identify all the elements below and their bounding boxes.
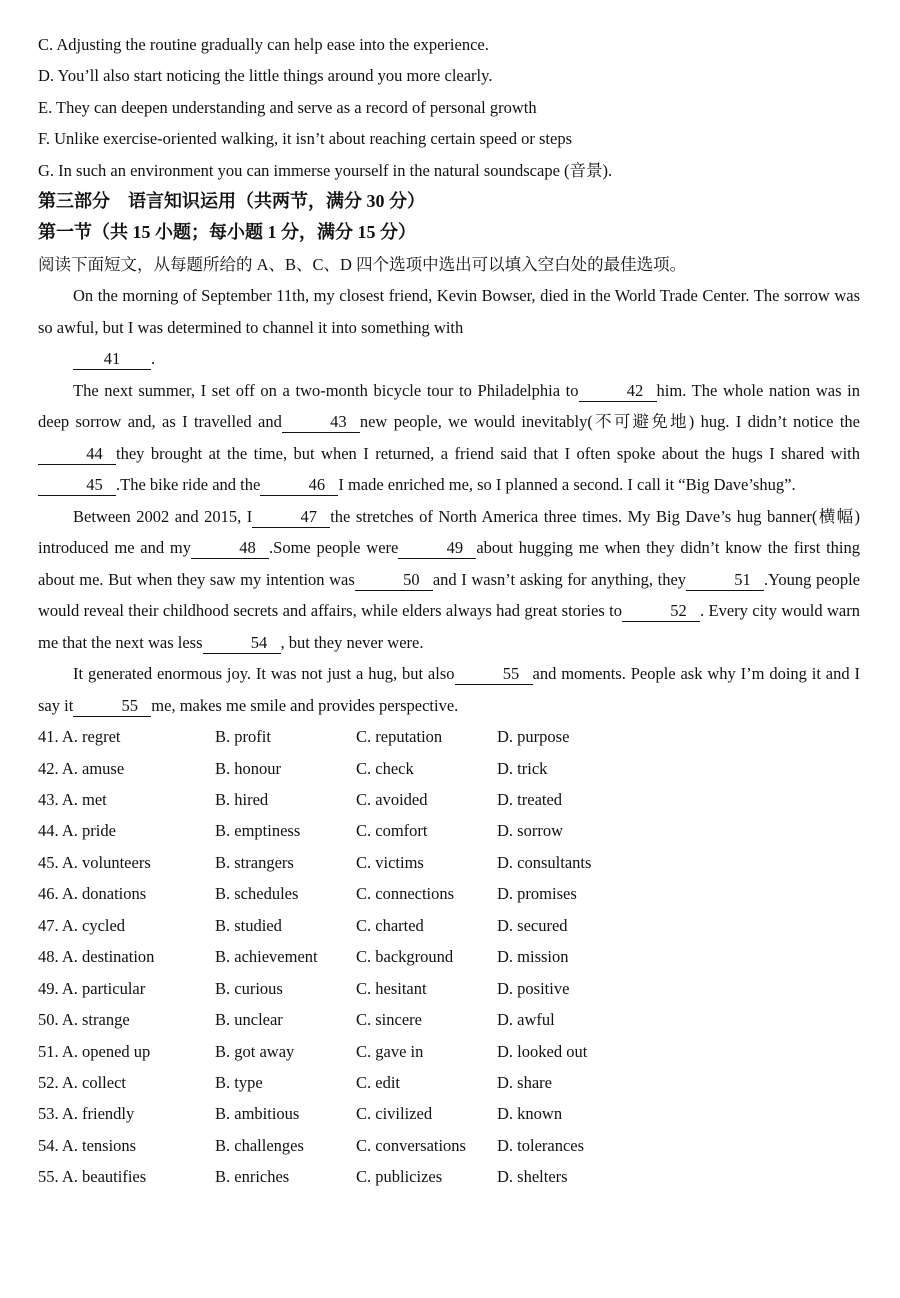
option-b: B. strangers [215, 852, 294, 872]
question-row [38, 941, 860, 972]
question-row [38, 1130, 860, 1161]
option-a: 46. A. donations [38, 884, 147, 904]
option-c: C. conversations [356, 1135, 466, 1155]
option-c: C. Adjusting the routine gradually can help ease into the experience. [38, 35, 489, 54]
paragraph-text: On the morning of September 11th, my closest friend, Kevin Bowser, died in the World Trade Center. The sorrow was so awful, but I was determined to channel it into something with [38, 286, 860, 337]
blank-46: 46 [260, 475, 338, 496]
paragraph-text: Between 2002 and 2015, I [73, 506, 253, 526]
option-a: 54. A. tensions [38, 1135, 137, 1155]
option-a: 42. A. amuse [38, 758, 125, 778]
option-d: D. shelters [497, 1167, 568, 1187]
blank-43: 43 [282, 412, 360, 433]
option-b: B. studied [215, 915, 282, 935]
paragraph-text: It generated enormous joy. It was not just a hug, but also [73, 664, 455, 684]
option-d: D. consultants [497, 852, 592, 872]
question-row [38, 1004, 860, 1035]
option-a: 45. A. volunteers [38, 852, 151, 872]
blank-48: 48 [191, 538, 269, 559]
option-b: B. challenges [215, 1135, 304, 1155]
blank-51: 51 [686, 570, 764, 591]
paragraph-text: .Young people would reveal their childhood secrets and affairs, while elders always had great stories to [38, 569, 861, 621]
answer-choices [38, 721, 860, 1193]
paragraph-text: , but they never were. [280, 632, 424, 652]
blank-55: 55 [455, 664, 533, 685]
blank-52: 52 [622, 601, 700, 622]
blank-54: 54 [203, 633, 281, 654]
option-c: C. check [356, 758, 414, 778]
option-e: E. They can deepen understanding and serve as a record of personal growth [38, 97, 537, 117]
question-row [38, 815, 860, 846]
paragraph-text: .The bike ride and the [116, 475, 261, 495]
option-b: B. profit [215, 727, 271, 747]
option-c: C. connections [356, 884, 455, 904]
option-c: C. comfort [356, 821, 428, 841]
blank-42: 42 [579, 381, 657, 402]
question-row [38, 1098, 860, 1129]
option-d: D. trick [497, 758, 548, 778]
option-b: B. enriches [215, 1167, 290, 1187]
option-b: B. curious [215, 978, 283, 998]
option-a: 49. A. particular [38, 978, 146, 998]
question-row [38, 753, 860, 784]
blank-44: 44 [38, 444, 116, 465]
option-a: 44. A. pride [38, 821, 116, 841]
passage-paragraph-2 [38, 375, 860, 501]
blank-55-second: 55 [73, 696, 151, 717]
blank-41-line [73, 343, 860, 375]
question-row [38, 847, 860, 878]
option-c: C. hesitant [356, 978, 427, 998]
passage [38, 280, 860, 721]
option-d: D. treated [497, 790, 563, 809]
paragraph-text: .Some people were [269, 538, 399, 558]
section-heading: 第一节（共 15 小题；每小题 1 分，满分 15 分） [38, 222, 416, 243]
paragraph-text: and I wasn’t asking for anything, they [432, 569, 687, 589]
option-d: D. purpose [497, 727, 570, 747]
option-b: B. emptiness [215, 821, 301, 841]
option-a: 41. A. regret [38, 727, 121, 747]
paragraph-text: they brought at the time, but when I returned, a friend said that I often spoke about the hugs I shared with [116, 443, 860, 463]
seven-choice-options [38, 29, 860, 186]
option-c: C. avoided [356, 790, 428, 809]
passage-paragraph-1 [38, 280, 860, 343]
option-d: D. promises [497, 884, 577, 904]
option-c: C. background [356, 947, 454, 967]
instruction: 阅读下面短文，从每题所给的 A、B、C、D 四个选项中选出可以填入空白处的最佳选项。 [38, 254, 687, 274]
paragraph-text: about hugging me when they didn’t know the first thing about me. But when they saw my intention was [38, 538, 860, 589]
paragraph-text: and moments. People ask why I’m doing it and I say it [38, 664, 860, 715]
option-b: B. type [215, 1072, 263, 1092]
paragraph-text: . [151, 349, 156, 369]
paragraph-text: me, makes me smile and provides perspective. [151, 695, 459, 715]
option-d: D. tolerances [497, 1135, 585, 1155]
option-a: 50. A. strange [38, 1010, 130, 1030]
option-d: D. positive [497, 978, 570, 998]
blank-41: 41 [73, 349, 151, 370]
option-g: G. In such an environment you can immerse yourself in the natural soundscape (音景). [38, 160, 613, 180]
option-c: C. victims [356, 852, 424, 872]
paragraph-text: him. The whole nation was in deep sorrow and, as I travelled and [38, 380, 860, 432]
question-row [38, 721, 860, 752]
option-b: B. honour [215, 758, 281, 778]
question-row [38, 973, 860, 1004]
option-a: 53. A. friendly [38, 1104, 135, 1124]
option-d: D. sorrow [497, 821, 563, 841]
option-c: C. gave in [356, 1041, 424, 1061]
part-heading: 第三部分 语言知识运用（共两节，满分 30 分） [38, 190, 425, 211]
option-b: B. hired [215, 790, 269, 809]
paragraph-text: the stretches of North America three times. My Big Dave’s hug banner(横幅) introduced me and my [38, 506, 860, 558]
option-a: 43. A. met [38, 790, 107, 809]
option-b: B. schedules [215, 884, 299, 904]
option-b: B. achievement [215, 947, 318, 967]
option-d: D. awful [497, 1010, 555, 1030]
blank-47: 47 [252, 507, 330, 528]
option-a: 51. A. opened up [38, 1041, 151, 1061]
option-c: C. sincere [356, 1010, 422, 1030]
option-d: D. looked out [497, 1041, 588, 1061]
option-d: D. known [497, 1104, 563, 1124]
option-b: B. ambitious [215, 1104, 300, 1124]
paragraph-text: I made enriched me, so I planned a second. I call it “Big Dave’shug”. [338, 475, 796, 495]
option-a: 52. A. collect [38, 1072, 126, 1092]
exam-page [38, 29, 860, 1193]
paragraph-text: new people, we would inevitably(不可避免地) hug. I didn’t notice the [359, 412, 861, 432]
option-c: C. civilized [356, 1104, 433, 1124]
option-d: D. mission [497, 947, 569, 967]
blank-49: 49 [398, 538, 476, 559]
paragraph-text: The next summer, I set off on a two-month bicycle tour to Philadelphia to [73, 380, 579, 400]
question-row [38, 878, 860, 909]
blank-45: 45 [38, 475, 116, 496]
option-a: 48. A. destination [38, 947, 155, 967]
passage-paragraph-3 [38, 501, 860, 659]
option-b: B. unclear [215, 1010, 283, 1030]
question-row [38, 910, 860, 941]
option-d: D. share [497, 1072, 552, 1092]
option-c: C. edit [356, 1072, 400, 1092]
paragraph-text: . Every city would warn me that the next was less [38, 601, 861, 652]
question-row [38, 1067, 860, 1098]
option-f: F. Unlike exercise-oriented walking, it isn’t about reaching certain speed or steps [38, 129, 573, 149]
passage-paragraph-4 [38, 658, 860, 721]
question-row [38, 1161, 860, 1192]
blank-50: 50 [355, 570, 433, 591]
option-d: D. You’ll also start noticing the little things around you more clearly. [38, 66, 493, 86]
option-c: C. reputation [356, 727, 443, 747]
option-d: D. secured [497, 915, 568, 935]
option-b: B. got away [215, 1041, 295, 1061]
question-row [38, 1036, 860, 1067]
option-c: C. publicizes [356, 1167, 443, 1187]
option-a: 55. A. beautifies [38, 1167, 147, 1187]
option-a: 47. A. cycled [38, 915, 126, 935]
question-row [38, 784, 860, 815]
option-c: C. charted [356, 915, 424, 935]
